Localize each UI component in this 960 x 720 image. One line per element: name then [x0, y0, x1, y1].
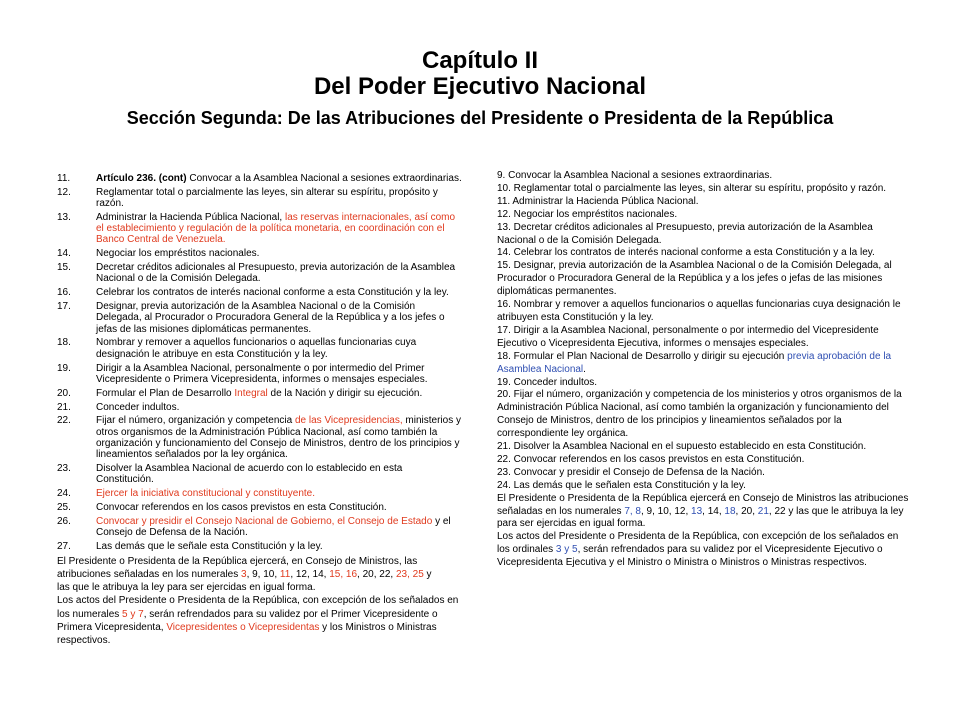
list-item: 16. Nombrar y remover a aquellos funcionarios o aquellas funcionarias cuya designación le atribuyen esta Constitución y la ley.: [497, 299, 901, 323]
list-item: 14. Celebrar los contratos de interés nacional conforme a esta Constitución y a la ley.: [497, 247, 875, 259]
item-text: Las demás que le señale esta Constitución y la ley.: [96, 540, 323, 552]
item-text: Negociar los empréstitos nacionales.: [96, 248, 260, 260]
list-item: [57, 212, 462, 246]
highlight-change: las reservas internacionales, así como el establecimiento y regulación de la política monetaria, en coordinación con el Banco Central de Venezuela.: [96, 211, 456, 246]
list-item: [57, 301, 462, 335]
item-text: Dirigir a la Asamblea Nacional, personalmente o por intermedio del Primer Vicepresidente o Primera Vicepresidenta, informes o mensajes especiales.: [96, 362, 428, 385]
right-column-current-text: [497, 170, 909, 570]
list-item: 11. Administrar la Hacienda Pública Nacional.: [497, 195, 699, 207]
slide-header: [0, 48, 960, 130]
item-number: 12.: [57, 186, 71, 198]
list-item: [57, 388, 462, 399]
list-item: [57, 516, 462, 538]
left-column-proposed-text: [57, 173, 462, 647]
highlight-change: Integral: [234, 387, 268, 399]
list-item: [57, 415, 462, 460]
item-number: 25.: [57, 501, 71, 513]
council-paragraph: El Presidente o Presidenta de la República ejercerá, en Consejo de Ministros, las atribuciones señaladas en los numerales 3, 9, 10, 11, 12, 14, 15, 16, 20, 22, 23, 25 y las que le atribuya la ley para ser ejercidas en igual forma.: [57, 555, 432, 594]
list-item: 22. Convocar referendos en los casos previstos en esta Constitución.: [497, 453, 805, 465]
item-number: 21.: [57, 401, 71, 413]
list-item: 17. Dirigir a la Asamblea Nacional, personalmente o por intermedio del Vicepresidente Ejecutivo o Vicepresidenta Ejecutiva, informes o mensajes especiales.: [497, 324, 879, 349]
list-item: 20. Fijar el número, organización y competencia de los ministerios y otros organismos de la Administración Pública Nacional, así como también la organización y funcionamiento del Consejo de Ministros, dentro de los principios y lineamientos señalados por la correspondiente ley orgánica.: [497, 389, 902, 440]
item-text: Conceder indultos.: [96, 401, 180, 413]
list-item: [57, 402, 462, 413]
council-paragraph: El Presidente o Presidenta de la República ejercerá en Consejo de Ministros las atribuciones señaladas en los numerales 7, 8, 9, 10, 12, 13, 14, 18, 20, 21, 22 y las que le atribuya la ley para ser ejercidas en igual forma.: [497, 492, 909, 530]
countersign-paragraph: Los actos del Presidente o Presidenta de la República, con excepción de los señalados en los numerales 5 y 7, serán refrendados para su validez por el Primer Vicepresidente o Primera Vicepresidenta, Vicepresidentes o Vicepresidentas y los Ministros o Ministras respectivos.: [57, 595, 459, 646]
item-text: Decretar créditos adicionales al Presupuesto, previa autorización de la Asamblea Nacional o de la Comisión Delegada.: [96, 262, 456, 285]
item-number: 24.: [57, 488, 71, 500]
list-item: [57, 337, 462, 359]
item-text: Reglamentar total o parcialmente las leyes, sin alterar su espíritu, propósito y razón.: [96, 186, 438, 210]
list-item: [57, 363, 462, 385]
item-number: 13.: [57, 211, 71, 223]
item-text: Fijar el número, organización y competencia de las Vicepresidencias, ministerios y otros organismos de la Administración Pública Nacional, así como también la organización y funcionamiento del Consejo de Ministros, dentro de los principios y lineamientos señalados por la ley orgánica.: [96, 415, 461, 461]
list-item: [57, 262, 462, 284]
countersign-paragraph: Los actos del Presidente o Presidenta de la República, con excepción de los señalados en los ordinales 3 y 5, serán refrendados para su validez por el Vicepresidente Ejecutivo o Vicepresidenta Ejecutiva y el Ministro o Ministra o Ministros o Ministras respectivos.: [497, 531, 899, 569]
list-item: 10. Reglamentar total o parcialmente las leyes, sin alterar su espíritu, propósito y razón.: [497, 182, 887, 194]
item-number: 11.: [57, 173, 71, 184]
list-item: 12. Negociar los empréstitos nacionales.: [497, 208, 678, 220]
item-text: Administrar la Hacienda Pública Nacional, las reservas internacionales, así como el establecimiento y regulación de la política monetaria, en coordinación con el Banco Central de Venezuela.: [96, 211, 456, 246]
item-number: 17.: [57, 301, 71, 313]
item-text: Convocar referendos en los casos previstos en esta Constitución.: [96, 501, 387, 513]
article-label: Artículo 236. (cont): [96, 173, 187, 184]
list-item: 18. Formular el Plan Nacional de Desarrollo y dirigir su ejecución previa aprobación de la Asamblea Nacional.: [497, 350, 892, 375]
list-item: 15. Designar, previa autorización de la Asamblea Nacional o de la Comisión Delegada, al Procurador o Procuradora General de la República y a los jefes o jefas de las misiones diplomáticas permanentes.: [497, 260, 892, 298]
list-item: 19. Conceder indultos.: [497, 376, 598, 388]
item-text: Ejercer la iniciativa constitucional y constituyente.: [96, 488, 315, 500]
item-number: 15.: [57, 262, 71, 274]
item-number: 19.: [57, 362, 71, 374]
list-item: [57, 502, 462, 513]
highlight-change: previa aprobación de la Asamblea Nacional: [497, 350, 892, 375]
chapter-subtitle: Del Poder Ejecutivo Nacional: [313, 73, 647, 100]
item-number: 16.: [57, 287, 71, 299]
item-number: 23.: [57, 462, 71, 474]
item-text: Disolver la Asamblea Nacional de acuerdo con lo establecido en esta Constitución.: [96, 462, 403, 486]
list-item: [57, 173, 462, 184]
list-item: [57, 187, 462, 209]
list-item: [57, 248, 462, 259]
item-text: Formular el Plan de Desarrollo Integral de la Nación y dirigir su ejecución.: [96, 387, 423, 399]
item-number: 20.: [57, 387, 71, 399]
item-text: Convocar y presidir el Consejo Nacional de Gobierno, el Consejo de Estado y el Consejo de Defensa de la Nación.: [96, 515, 451, 538]
item-number: 27.: [57, 540, 71, 552]
list-item: 21. Disolver la Asamblea Nacional en el supuesto establecido en esta Constitución.: [497, 441, 867, 453]
item-text: Designar, previa autorización de la Asamblea Nacional o de la Comisión Delegada, al Procurador o Procuradora General de la República y a los jefes o jefas de las misiones diplomáticas permanentes.: [96, 301, 445, 335]
list-item: 24. Las demás que le señalen esta Constitución y la ley.: [497, 479, 746, 491]
list-item: [57, 287, 462, 298]
list-item: 13. Decretar créditos adicionales al Presupuesto, previa autorización de la Asamblea Nacional o de la Comisión Delegada.: [497, 221, 873, 246]
highlight-change: de las Vicepresidencias,: [294, 415, 403, 427]
item-number: 18.: [57, 337, 71, 349]
item-number: 26.: [57, 515, 71, 527]
item-number: 22.: [57, 415, 71, 427]
item-text: Nombrar y remover a aquellos funcionarios o aquellas funcionarias cuya designación le atribuye en esta Constitución y la ley.: [96, 337, 417, 360]
list-item: 9. Convocar la Asamblea Nacional a sesiones extraordinarias.: [497, 170, 773, 181]
chapter-title: Capítulo II: [422, 47, 538, 74]
item-text: Celebrar los contratos de interés nacional conforme a esta Constitución y la ley.: [96, 287, 449, 299]
section-title: Sección Segunda: De las Atribuciones del Presidente o Presidenta de la República: [126, 108, 834, 128]
list-item: [57, 541, 462, 552]
item-text: Artículo 236. (cont) Convocar a la Asamblea Nacional a sesiones extraordinarias.: [96, 173, 462, 184]
list-item: [57, 463, 462, 485]
list-item: 23. Convocar y presidir el Consejo de Defensa de la Nación.: [497, 466, 765, 478]
item-number: 14.: [57, 248, 71, 260]
list-item: [57, 488, 462, 499]
highlight-change: Convocar y presidir el Consejo Nacional de Gobierno, el Consejo de Estado: [96, 515, 433, 527]
